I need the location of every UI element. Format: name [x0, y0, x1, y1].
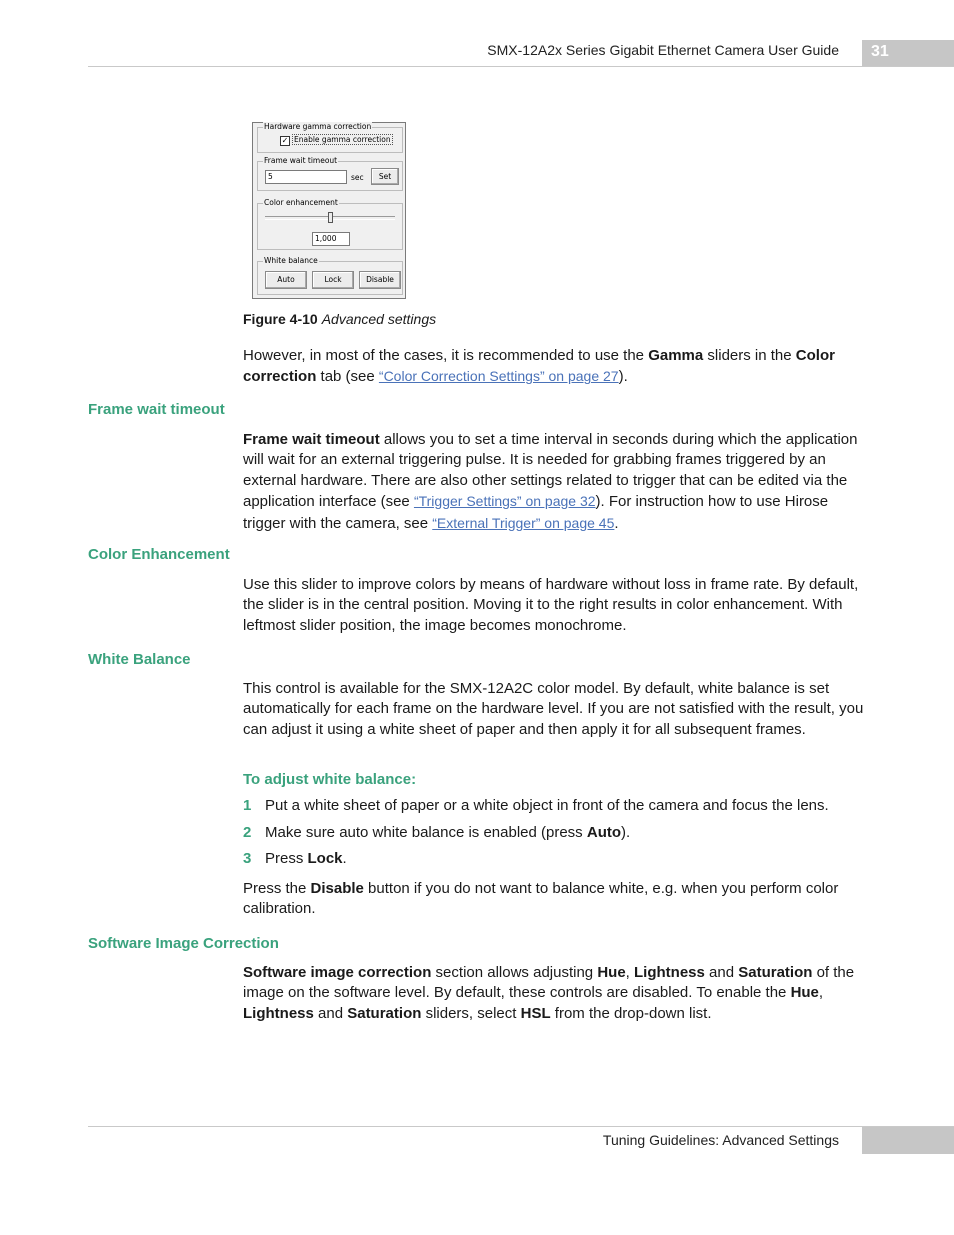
frame-wait-paragraph: Frame wait timeout allows you to set a time interval in seconds during which the application will wait for an external triggering pulse. It is needed for grabbing frames triggered by an external hardware. There are also other settings related to trigger that can be edited via the application interface (see “Trigger Settings” on page 32). For instruction how to use Hirose trigger with the camera, see “External Trigger” on page 45. [243, 431, 858, 532]
frame-wait-group [257, 156, 403, 191]
running-header-title: SMX-12A2x Series Gigabit Ethernet Camera User Guide [487, 42, 839, 58]
gamma-checkbox[interactable]: ✓ [281, 136, 289, 145]
heading-white-balance: White Balance [88, 651, 191, 668]
color-enhancement-group [257, 198, 403, 250]
list-item: 3 Press Lock. [243, 850, 347, 867]
gamma-checkbox-row[interactable] [280, 135, 393, 146]
gamma-checkbox-label: Enable gamma correction [294, 135, 391, 144]
wb-disable-button[interactable]: Disable [359, 271, 401, 289]
heading-frame-wait-timeout: Frame wait timeout [88, 401, 225, 418]
header-rule [88, 66, 954, 67]
white-balance-group [257, 256, 403, 295]
footer-box [862, 1127, 954, 1154]
color-enhancement-paragraph: Use this slider to improve colors by means of hardware without loss in frame rate. By default, the slider is in the central position. Moving it to the right results in color enhancement. With leftmost slider position, the image becomes monochrome. [243, 576, 859, 634]
figure-caption-text: Advanced settings [321, 311, 437, 327]
advanced-settings-dialog [252, 122, 406, 299]
gamma-group-label: Hardware gamma correction [264, 122, 372, 131]
color-enhancement-slider-thumb[interactable] [328, 212, 333, 223]
frame-wait-group-label: Frame wait timeout [264, 156, 338, 165]
software-paragraph: Software image correction section allows adjusting Hue, Lightness and Saturation of the image on the software level. By default, these controls are disabled. To enable the Hue, Lightness and Saturation sliders, select HSL from the drop-down list. [243, 964, 855, 1022]
frame-wait-input[interactable]: 5 [265, 170, 347, 184]
link-external-trigger[interactable]: “External Trigger” on page 45 [432, 514, 615, 531]
intro-paragraph: However, in most of the cases, it is recommended to use the Gamma sliders in the Color correction tab (see “Color Correction Settings” on page 27). [243, 347, 835, 386]
figure-caption [243, 311, 436, 327]
color-enhancement-group-label: Color enhancement [264, 198, 338, 207]
heading-software-image-correction: Software Image Correction [88, 935, 279, 952]
running-footer-title: Tuning Guidelines: Advanced Settings [602, 1132, 839, 1148]
wb-auto-button[interactable]: Auto [265, 271, 307, 289]
wb-lock-button[interactable]: Lock [312, 271, 354, 289]
page-number-box [862, 40, 954, 67]
link-color-correction-settings[interactable]: “Color Correction Settings” on page 27 [378, 368, 619, 385]
white-balance-disable-paragraph: Press the Disable button if you do not want to balance white, e.g. when you perform color calibration. [243, 880, 839, 918]
list-item: 2 Make sure auto white balance is enabled (press Auto). [243, 824, 631, 841]
color-enhancement-value[interactable]: 1,000 [312, 232, 350, 246]
white-balance-group-label: White balance [264, 256, 318, 265]
white-balance-paragraph: This control is available for the SMX-12A2C color model. By default, white balance is set automatically for each frame on the hardware level. If you are not satisfied with the result, you can adjust it using a white sheet of paper and then apply it for all subsequent frames. [243, 680, 864, 738]
subheading-adjust-white-balance: To adjust white balance: [243, 771, 417, 788]
heading-color-enhancement: Color Enhancement [88, 546, 230, 563]
frame-wait-set-button[interactable]: Set [371, 168, 399, 185]
link-trigger-settings[interactable]: “Trigger Settings” on page 32 [413, 493, 596, 510]
footer-rule [88, 1126, 954, 1127]
frame-wait-unit: sec [351, 173, 364, 182]
figure-caption-label: Figure 4-10 [243, 311, 318, 327]
page-number: 31 [871, 43, 889, 60]
list-item: 1 Put a white sheet of paper or a white object in front of the camera and focus the lens. [243, 797, 829, 814]
gamma-group [257, 122, 403, 153]
